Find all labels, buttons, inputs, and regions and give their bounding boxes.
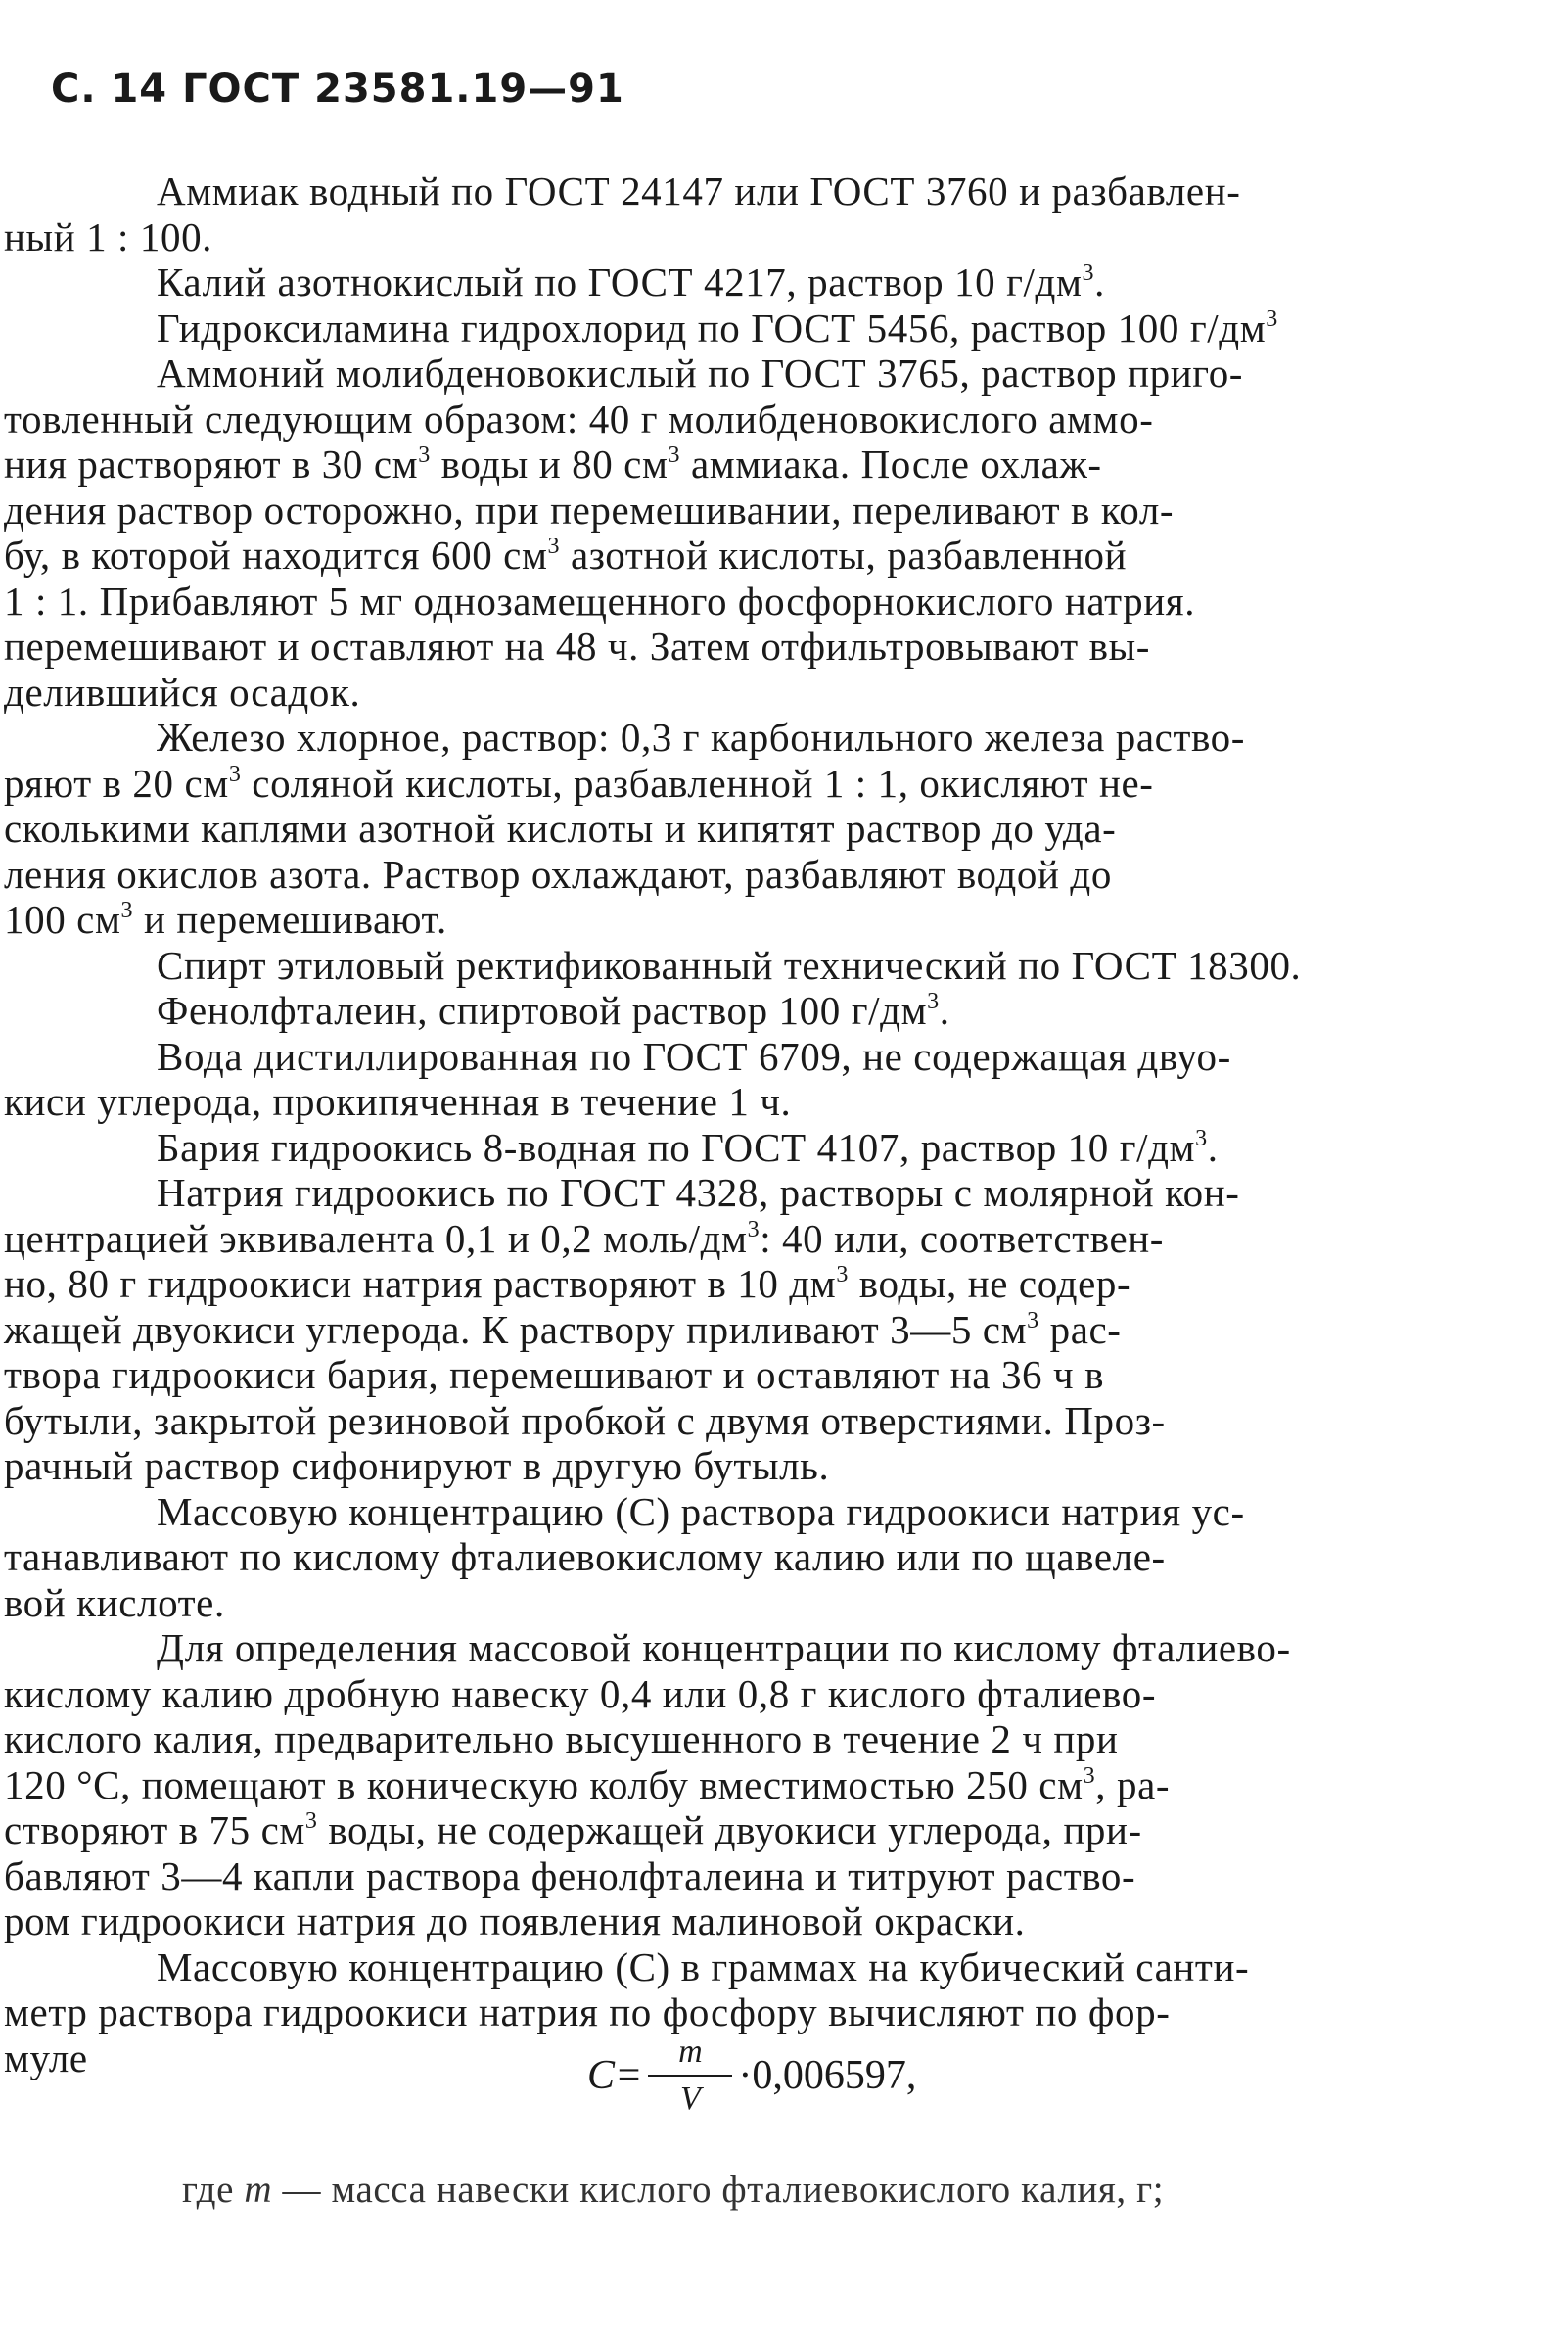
text-line: 1 : 1. Прибавляют 5 мг однозамещенного фосфорнокислого натрия.: [4, 578, 1196, 624]
text-line: сколькими каплями азотной кислоты и кипятят раствор до уда-: [4, 806, 1117, 851]
text-line: створяют в 75 $см^3$ воды, не содержащей двуокиси углерода, при-: [4, 1807, 1142, 1852]
text-line: метр раствора гидроокиси натрия по фосфору вычисляют по фор-: [4, 1989, 1171, 2034]
text-line: вой кислоте.: [4, 1579, 225, 1625]
text-line: дения раствор осторожно, при перемешивании, переливают в кол-: [4, 487, 1175, 533]
text-line: Для определения массовой концентрации по кислому фталиево-: [157, 1625, 1291, 1670]
formula-denominator: V: [679, 2080, 701, 2117]
text-line: танавливают по кислому фталиевокислому калию или по щавеле-: [4, 1534, 1166, 1579]
page-header: С. 14 ГОСТ 23581.19—91: [51, 67, 624, 112]
text-line: муле: [4, 2034, 88, 2080]
text-line: бу, в которой находится 600 $см^3$ азотной кислоты, разбавленной: [4, 533, 1128, 578]
body-text: [4, 168, 1458, 2080]
text-line: Спирт этиловый ректификованный технический по ГОСТ 18300.: [157, 942, 1302, 988]
legend-symbol: m: [244, 2169, 273, 2211]
text-line: Фенолфталеин, спиртовой раствор 100 $г/дм^3$.: [157, 988, 950, 1033]
text-line: ром гидроокиси натрия до появления малиновой окраски.: [4, 1898, 1026, 1943]
formula: [587, 2017, 916, 2134]
text-line: Бария гидроокись 8-водная по ГОСТ 4107, раствор 10 $г/дм^3$.: [157, 1124, 1219, 1170]
text-line: Вода дистиллированная по ГОСТ 6709, не содержащая двуо-: [157, 1033, 1231, 1079]
text-line: делившийся осадок.: [4, 669, 361, 715]
text-line: Железо хлорное, раствор: 0,3 г карбонильного железа раство-: [157, 715, 1246, 760]
text-line: кислому калию дробную навеску 0,4 или 0,8 г кислого фталиево-: [4, 1670, 1157, 1716]
text-line: 100 $см^3$ и перемешивают.: [4, 897, 447, 942]
formula-lhs: С=: [587, 2053, 643, 2098]
text-line: Массовую концентрацию (С) в граммах на кубический санти-: [157, 1943, 1250, 1989]
text-line: Аммиак водный по ГОСТ 24147 или ГОСТ 3760 и разбавлен-: [157, 168, 1241, 213]
text-line: ный 1 : 100.: [4, 213, 213, 259]
text-line: Аммоний молибденовокислый по ГОСТ 3765, раствор приго-: [157, 351, 1244, 396]
text-line: Натрия гидроокись по ГОСТ 4328, растворы с молярной кон-: [157, 1170, 1240, 1215]
formula-numerator: m: [648, 2030, 732, 2077]
text-line: Калий азотнокислый по ГОСТ 4217, раствор 10 $г/дм^3$.: [157, 259, 1105, 304]
formula-fraction: [648, 2030, 732, 2122]
legend-prefix: где: [182, 2169, 235, 2211]
text-line: перемешивают и оставляют на 48 ч. Затем отфильтровывают вы-: [4, 624, 1150, 669]
text-line: центрацией эквивалента 0,1 и 0,2 моль/$дм^3$: 40 или, соответствен-: [4, 1215, 1165, 1261]
text-line: ряют в 20 $см^3$ соляной кислоты, разбавленной 1 : 1, окисляют не-: [4, 760, 1154, 806]
text-line: киси углерода, прокипяченная в течение 1 ч.: [4, 1079, 792, 1124]
text-line: жащей двуокиси углерода. К раствору приливают 3—5 $см^3$ рас-: [4, 1306, 1122, 1352]
text-line: бутыли, закрытой резиновой пробкой с двумя отверстиями. Проз-: [4, 1397, 1166, 1443]
text-line: рачный раствор сифонируют в другую бутыль.: [4, 1443, 830, 1488]
text-line: ния растворяют в 30 $см^3$ воды и 80 $см^3$ аммиака. После охлаж-: [4, 442, 1102, 487]
text-line: твора гидроокиси бария, перемешивают и оставляют на 36 ч в: [4, 1352, 1105, 1397]
text-line: кислого калия, предварительно высушенного в течение 2 ч при: [4, 1716, 1119, 1761]
text-line: Гидроксиламина гидрохлорид по ГОСТ 5456, раствор 100 $г/дм^3$: [157, 304, 1278, 351]
text-line: 120 °С, помещают в коническую колбу вместимостью 250 $см^3$, ра-: [4, 1761, 1171, 1807]
legend-text: — масса навески кислого фталиевокислого калия, г;: [282, 2169, 1165, 2211]
text-line: Массовую концентрацию (С) раствора гидроокиси натрия ус-: [157, 1488, 1245, 1534]
text-line: товленный следующим образом: 40 г молибденовокислого аммо-: [4, 396, 1154, 442]
formula-legend: [182, 2168, 1164, 2212]
text-line: ления окислов азота. Раствор охлаждают, разбавляют водой до: [4, 851, 1112, 897]
formula-rhs: ·0,006597,: [738, 2053, 917, 2098]
text-line: но, 80 г гидроокиси натрия растворяют в 10 $дм^3$ воды, не содер-: [4, 1261, 1131, 1306]
text-line: бавляют 3—4 капли раствора фенолфталеина и титруют раство-: [4, 1852, 1136, 1898]
